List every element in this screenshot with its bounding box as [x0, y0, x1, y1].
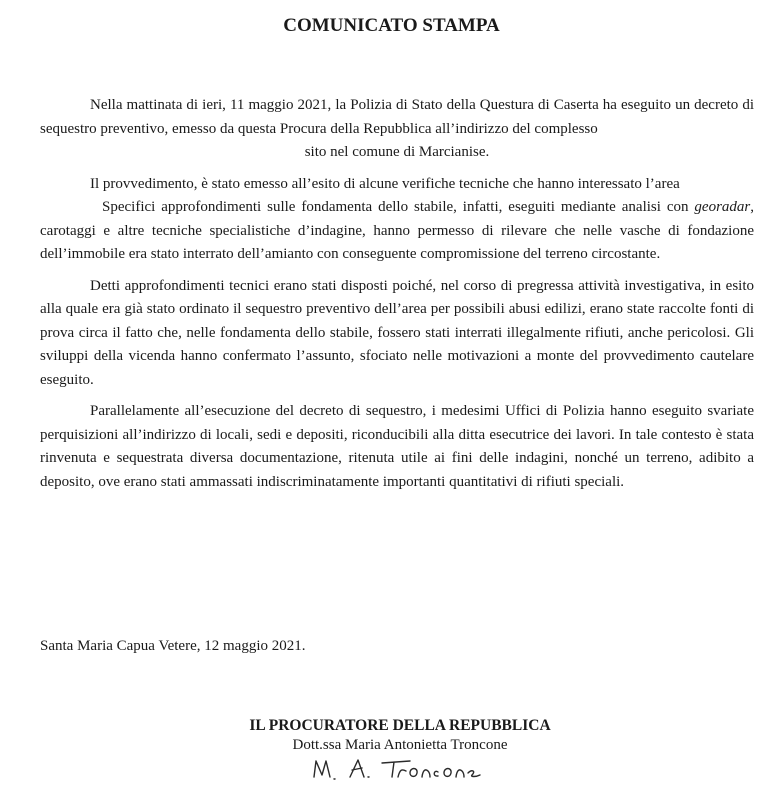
signatory-block: [0, 716, 783, 754]
paragraph-1-tail: sito nel comune di Marcianise.: [304, 144, 490, 160]
paragraph-3: Detti approfondimenti tecnici erano stati disposti poiché, nel corso di pregressa attività investigativa, in esito alla quale era già stato ordinato il sequestro preventivo dell’area per possibili abusi edilizi, erano state raccolte fonti di prova circa il fatto che, nelle fondamenta dello stabile, fossero stati interrati illegalmente rifiuti, anche pericolosi. Gli sviluppi della vicenda hanno confermato l’assunto, sfociato nelle motivazioni a monte del provvedimento cautelare eseguito.: [40, 277, 754, 388]
signatory-role: IL PROCURATORE DELLA REPUBBLICA: [249, 717, 551, 734]
handwritten-signature: [310, 755, 485, 783]
signatory-name: Dott.ssa Maria Antonietta Troncone: [292, 737, 508, 753]
paragraph-2b: [40, 196, 754, 267]
paragraph-2b-end: , carotaggi e altre tecniche specialistiche d’indagine, hanno permesso di rilevare che nelle vasche di fondazione dell’immobile era stato interrato dell’amianto con conseguente compromissione del terreno circostante.: [40, 199, 754, 262]
place-date: Santa Maria Capua Vetere, 12 maggio 2021.: [40, 638, 306, 654]
paragraph-2: Il provvedimento, è stato emesso all’esito di alcune verifiche tecniche che hanno interessato l’area: [90, 175, 680, 192]
paragraph-2b-italic: georadar: [694, 199, 751, 215]
paragraph-2b-start: Specifici approfondimenti sulle fondamenta dello stabile, infatti, eseguiti mediante analisi con: [102, 199, 689, 215]
paragraph-1: Nella mattinata di ieri, 11 maggio 2021, la Polizia di Stato della Questura di Caserta ha eseguito un decreto di sequestro preventivo, emesso da questa Procura della Repubblica all’indirizzo del complesso: [40, 97, 754, 137]
document-title: COMUNICATO STAMPA: [283, 15, 500, 36]
document-body: [40, 94, 754, 502]
paragraph-4: Parallelamente all’esecuzione del decreto di sequestro, i medesimi Uffici di Polizia hanno eseguito svariate perquisizioni all’indirizzo di locali, sedi e depositi, riconducibili alla ditta esecutrice dei lavori. In tale contesto è stata rinvenuta e sequestrata diversa documentazione, ritenuta utile ai fini delle indagini, nonché un terreno, adibito a deposito, ove erano stati ammassati indiscriminatamente importanti quantitativi di rifiuti speciali.: [40, 403, 754, 490]
